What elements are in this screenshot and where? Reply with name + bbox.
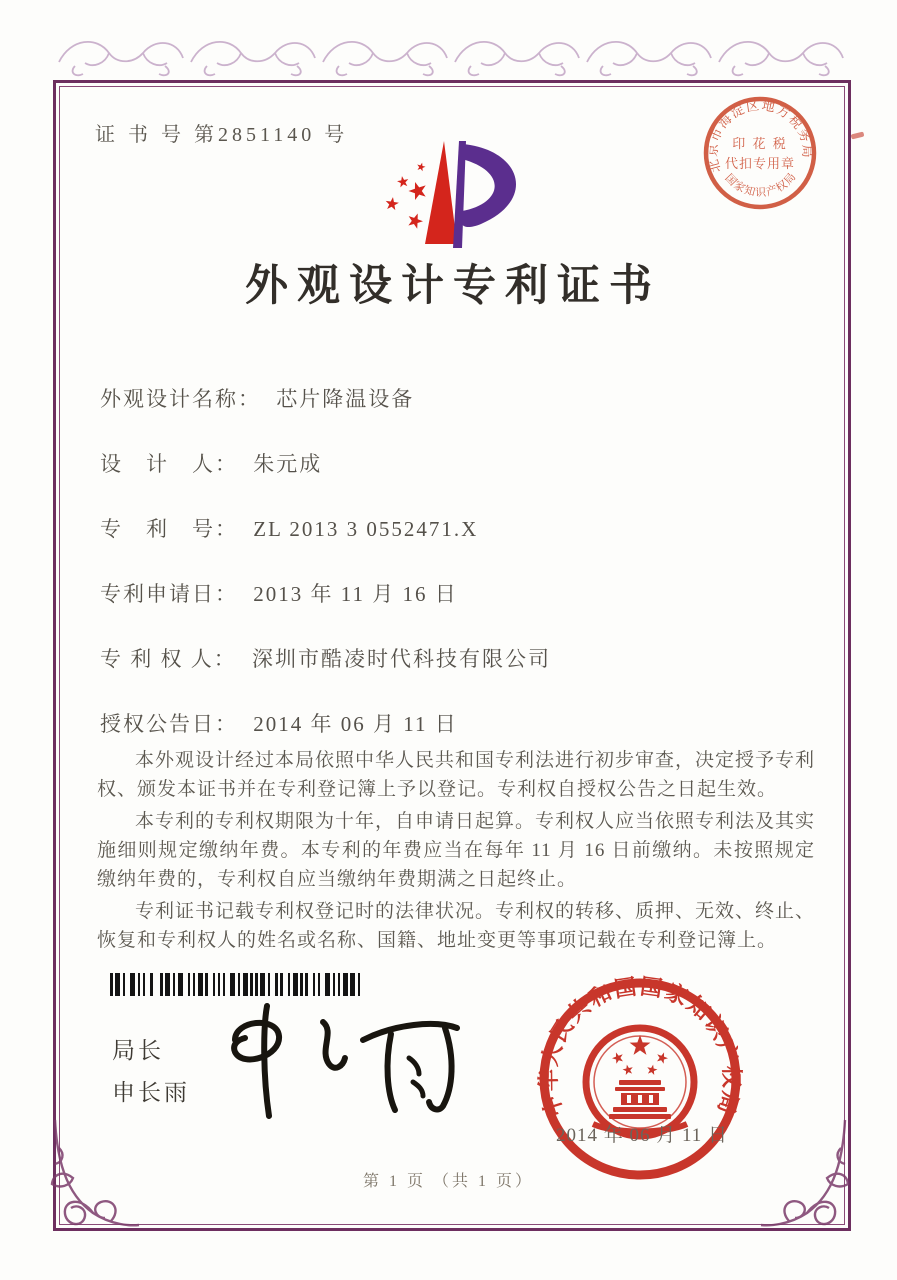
legal-paragraph-1: 本外观设计经过本局依照中华人民共和国专利法进行初步审查，决定授予专利权、颁发本证书并在专利登记簿上予以登记。专利权自授权公告之日起生效。 [97, 750, 816, 800]
stamp-tax-seal [700, 93, 820, 213]
field-grant-date [100, 708, 458, 738]
field-label: 授权公告日： [100, 712, 238, 736]
stray-red-scan-mark [851, 132, 865, 140]
field-value: ZL 2013 3 0552471.X [253, 517, 479, 541]
field-designer [100, 448, 322, 478]
logo-p-bowl [462, 144, 516, 227]
svg-text:国家知识产权局 [722, 170, 799, 199]
field-label: 专 利 权 人： [100, 647, 237, 671]
field-value: 深圳市酷凌时代科技有限公司 [252, 647, 551, 671]
field-value: 2013 年 11 月 16 日 [253, 582, 458, 606]
tax-seal-arc-top-text: 北京市海淀区地方税务局 [704, 97, 816, 175]
field-label: 专 利 号： [100, 517, 238, 541]
tax-seal-center-line2: 代扣专用章 [724, 156, 796, 171]
certificate-number: 证 书 号 第2851140 号 [95, 124, 349, 146]
field-label: 外观设计名称： [100, 387, 261, 411]
field-application-date [100, 578, 458, 608]
sipo-official-seal [535, 974, 745, 1184]
field-label: 设 计 人： [100, 452, 238, 476]
field-patentee [100, 643, 551, 673]
certificate-title: 外观设计专利证书 [245, 263, 661, 310]
top-garland-ornament [55, 26, 845, 80]
tax-seal-arc-bottom-text: 国家知识产权局 [722, 170, 800, 200]
page-number-footer: 第 1 页 （共 1 页） [362, 1173, 534, 1190]
commissioner-signature [205, 988, 485, 1128]
tax-seal-center-line1: 印 花 税 [732, 136, 788, 151]
legal-paragraph-3: 专利证书记载专利权登记时的法律状况。专利权的转移、质押、无效、终止、恢复和专利权人的姓名或名称、国籍、地址变更等事项记载在专利登记簿上。 [97, 901, 816, 951]
legal-paragraph-2: 本专利的专利权期限为十年，自申请日起算。专利权人应当依照专利法及其实施细则规定缴纳年费。本专利的年费应当在每年 11 月 16 日前缴纳。未按照规定缴纳年费的，专利权自应当缴纳年费期满之日起终止。 [97, 811, 816, 890]
legal-text-block [97, 746, 815, 958]
field-value: 朱元成 [253, 452, 323, 476]
seal-date: 2014 年 06 月 11 日 [556, 1125, 729, 1146]
field-design-name [100, 383, 414, 413]
logo-stars [385, 162, 429, 230]
field-value: 2014 年 06 月 11 日 [253, 712, 458, 736]
signer-name: 申长雨 [112, 1080, 190, 1105]
field-value: 芯片降温设备 [276, 387, 415, 411]
barcode-bar [153, 973, 161, 996]
logo-red-wedge [425, 141, 457, 244]
field-label: 专利申请日： [100, 582, 238, 606]
seal-arc-text: 中华人民共和国国家知识产权局 [535, 974, 745, 1121]
field-patent-number [100, 513, 478, 543]
sipo-logo [362, 138, 547, 250]
signer-title: 局长 [112, 1038, 164, 1063]
